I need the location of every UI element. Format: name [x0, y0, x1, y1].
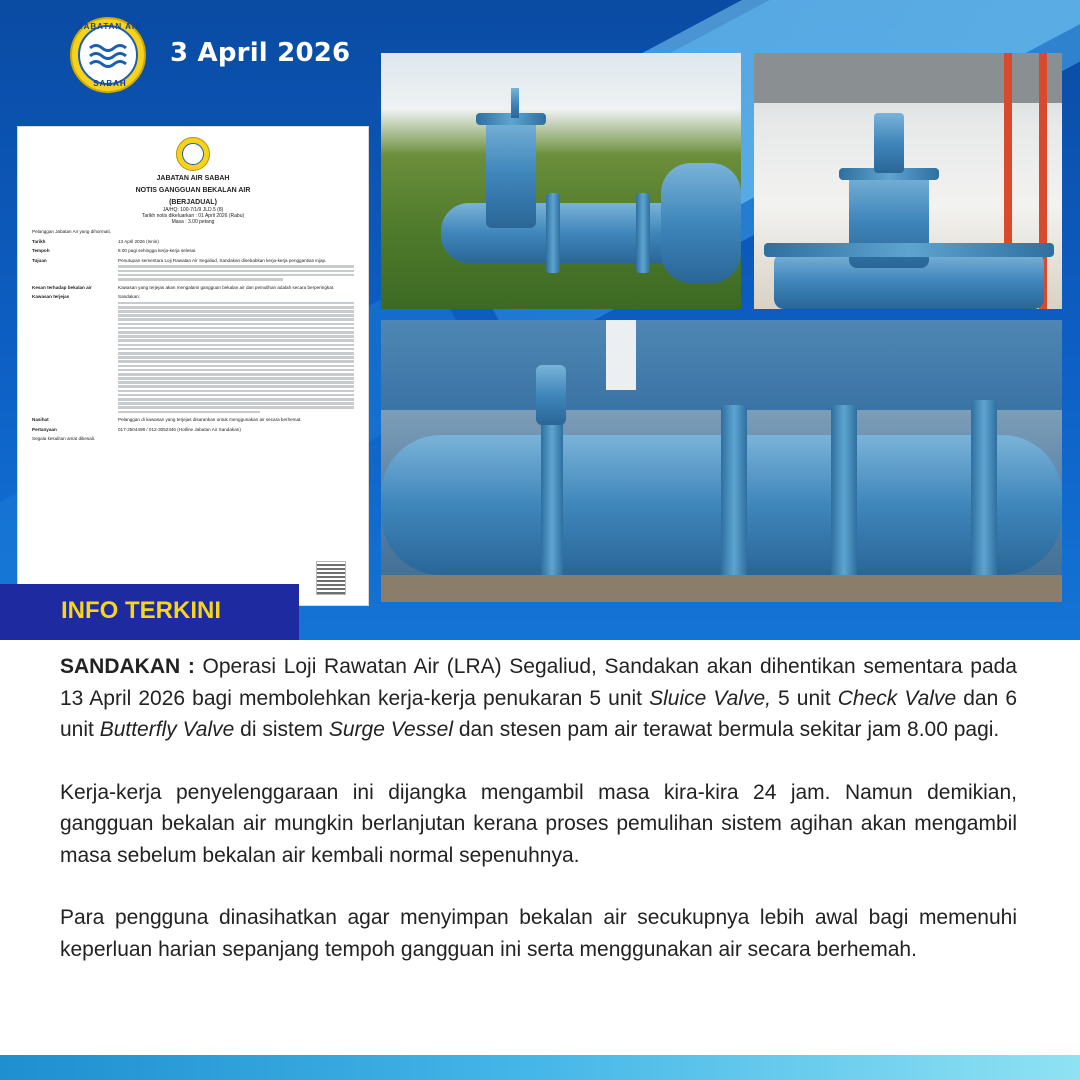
- doc-row-value: Pelanggan di kawasan yang terjejas disarankan untuk menggunakan air secara berhemat.: [118, 417, 302, 423]
- doc-title: JABATAN AIR SABAH: [156, 175, 230, 182]
- article-paragraph-3: Para pengguna dinasihatkan agar menyimpan bekalan air secukupnya lebih awal bagi memenuhi keperluan harian sepanjang tempoh gangguan ini serta menggunakan air secara berhemah.: [60, 906, 1017, 961]
- article-text: 5 unit: [770, 686, 838, 710]
- article-term: Sluice Valve,: [649, 686, 771, 710]
- doc-row-key: Kawasan terjejas: [32, 294, 70, 300]
- article-term: Check Valve: [837, 686, 957, 710]
- pipe-photo: [381, 320, 1062, 602]
- article-text: dan 6 unit: [60, 686, 1018, 741]
- article-text: dan stesen pam air terawat bermula sekitar jam 8.00 pagi.: [452, 718, 1000, 741]
- article-text: Operasi Loji Rawatan Air (LRA) Segaliud, Sandakan akan dihentikan sementara pada 13 April 2026 bagi membolehkan kerja-kerja penukaran 5 unit: [60, 655, 1017, 710]
- doc-row-value: 13 April 2026 (Isnin): [118, 238, 159, 244]
- doc-row-key: Tarikh: [32, 238, 46, 244]
- jabatan-air-sabah-logo: [70, 17, 146, 93]
- doc-closing: Segala kesulitan amat dikesali.: [32, 436, 96, 442]
- doc-row-value: Kawasan yang terjejas akan mengalami gangguan bekalan air dan pemulihan adalah secara berperingkat.: [118, 284, 335, 290]
- doc-row-value: Penutupan sementara Loji Rawatan Air Segaliud, Sandakan disebabkan kerja-kerja penggantian injap.: [118, 257, 327, 263]
- doc-ref: JA/HQ: 100-7/1/9 JLD.5 (8): [162, 207, 224, 213]
- info-label-text: INFO TERKINI: [61, 597, 221, 624]
- article-body: [60, 651, 1017, 996]
- post-date: 3 April 2026: [170, 38, 351, 68]
- logo-bottom-text: SABAH: [93, 79, 127, 88]
- doc-greeting: Pelanggan Jabatan Air yang dihormati,: [32, 229, 111, 234]
- doc-row-key: Tempoh: [32, 248, 50, 254]
- logo-top-text: JABATAN AIR: [78, 22, 142, 31]
- doc-row-key: Kesan terhadap bekalan air: [32, 284, 92, 290]
- article-location: SANDAKAN :: [60, 655, 195, 678]
- doc-issued: Tarikh notis dikeluarkan : 01 April 2026 (Rabu): [141, 213, 245, 219]
- article-term: Surge Vessel: [328, 718, 453, 741]
- valve-photo-indoor: [754, 53, 1062, 309]
- valve-photo-field: [381, 53, 741, 309]
- doc-row-key: Nasihat: [32, 417, 49, 423]
- footer-bar: [0, 1055, 1080, 1080]
- doc-row-key: Tujuan: [32, 257, 47, 263]
- doc-row-value: Sandakan:: [118, 294, 140, 300]
- doc-title-2: NOTIS GANGGUAN BEKALAN AIR: [135, 187, 251, 194]
- notice-document-image: [18, 127, 368, 605]
- article-text: di sistem: [234, 718, 329, 741]
- article-paragraph-2: Kerja-kerja penyelenggaraan ini dijangka mengambil masa kira-kira 24 jam. Namun demikian, gangguan bekalan air mungkin berlanjutan kerana proses pemulihan sistem agihan akan mengambil masa sebelum bekalan air kembali normal sepenuhnya.: [60, 780, 1017, 867]
- doc-time: Masa : 3.00 petang: [171, 219, 215, 225]
- info-terkini-label: [0, 584, 299, 640]
- article-term: Butterfly Valve: [99, 718, 235, 741]
- doc-row-key: Pertanyaan: [32, 426, 57, 432]
- qr-code-icon: [316, 561, 346, 595]
- doc-row-value: 017-2504498 / 012-3052346 (Hotline Jabatan Air Sandakan): [118, 426, 241, 432]
- doc-row-value: 8.00 pagi sehingga kerja-kerja selesai.: [118, 248, 197, 254]
- doc-title-3: (BERJADUAL): [169, 199, 217, 206]
- article-paragraph-1: [60, 651, 1017, 746]
